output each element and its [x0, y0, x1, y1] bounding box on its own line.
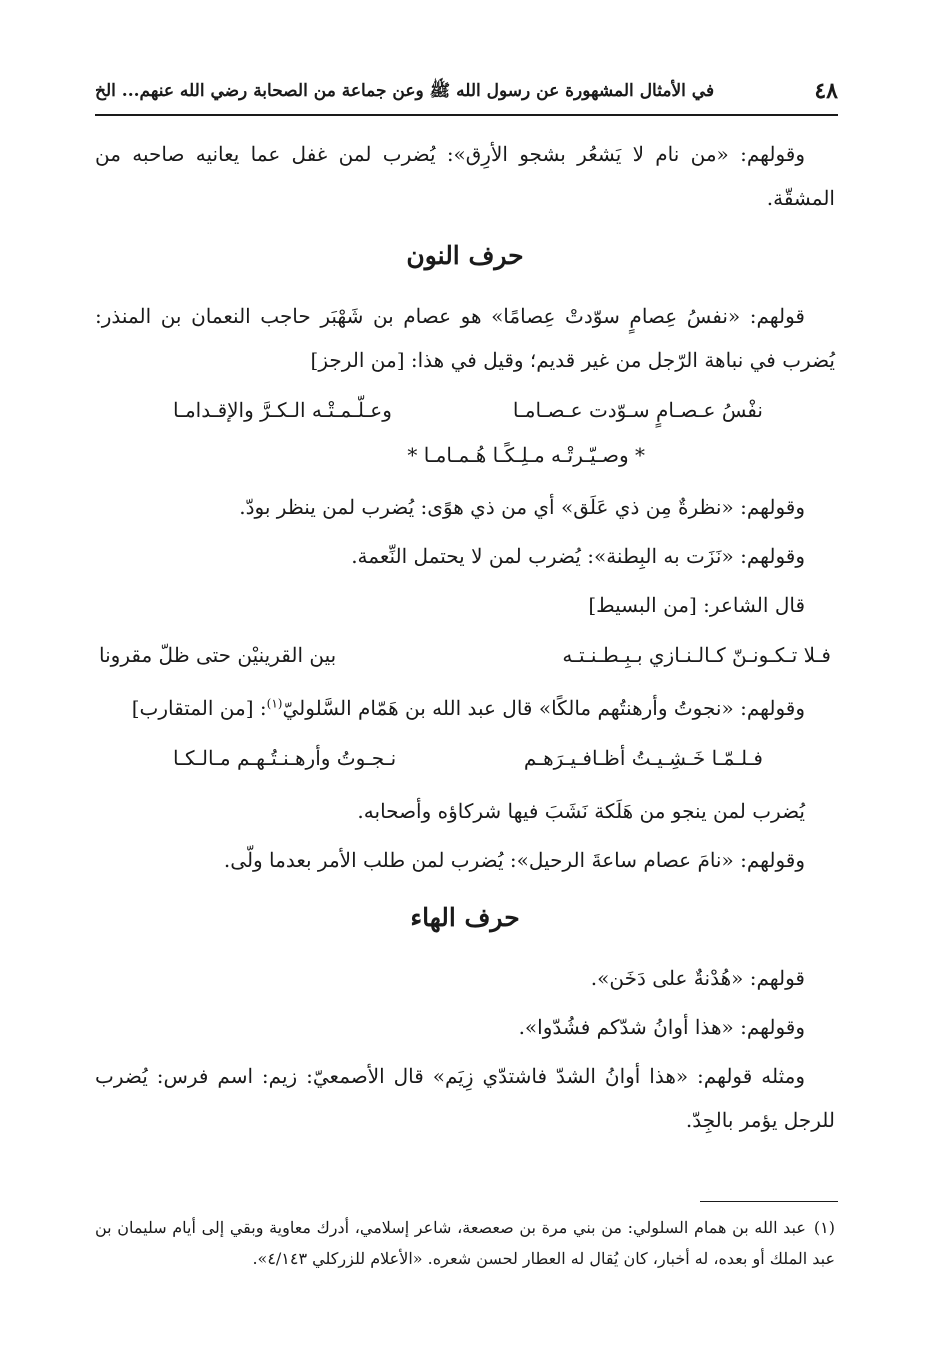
footnotes — [95, 1212, 835, 1274]
paragraph-nun-5-text: وقولهم: «نجوتُ وأرهنتُهم مالكًا» قال عبد الله بن هَمّام السَّلوليّ — [282, 696, 805, 720]
running-header — [95, 78, 838, 116]
paragraph-intro: وقولهم: «من نام لا يَشعُر بشجو الأرِق»: يُضرب لمن غفل عما يعانيه صاحبه من المشقّة. — [95, 142, 835, 210]
page-number: ٤٨ — [814, 78, 838, 104]
verse-1-first-hemistich: نفْسُ عـصـامٍ سـوّدت عـصـامـا — [512, 398, 763, 422]
verse-1-second-hemistich: وعـلّـمـتْـه الـكـرَّ والإقـدامـا — [173, 398, 392, 422]
paragraph-ha-3: ومثله قولهم: «هذا أوانُ الشدّ فاشتدّي زِيَم» قال الأصمعيّ: زيم: اسم فرس: يُضرب للرجل يؤمر بالجِدّ. — [95, 1064, 835, 1132]
footnote-divider — [700, 1201, 838, 1202]
paragraph-nun-7: وقولهم: «نامَ عصام ساعةَ الرحيل»: يُضرب لمن طلب الأمر بعدما ولّى. — [223, 848, 805, 872]
verse-3 — [95, 735, 835, 781]
footnote-text: عبد الله بن همام السلولي: من بني مرة بن صعصعة، شاعر إسلامي، أدرك معاوية وبقي إلى أيام سليمان بن عبد الملك أو بعده، له أخبار، كان يُقال له العطار لحسن شعره. «الأعلام للزركلي ٤/١٤٣». — [95, 1218, 835, 1268]
verse-1 — [95, 387, 835, 433]
footnote-number: (١) — [813, 1218, 835, 1237]
paragraph-nun-6: يُضرب لمن ينجو من هَلَكة نَشَبَ فيها شركاؤه وأصحابه. — [357, 799, 805, 823]
verse-1-continuation: * وصـيّـرتْـه مـلِـكًـا هُـمـامـا * — [407, 443, 645, 467]
paragraph-nun-5-meter: : [من المتقارب] — [131, 696, 267, 720]
footnote-1 — [95, 1212, 835, 1274]
verse-2-first-hemistich: فـلا تـكـونـنّ كـالـنـازي بـبِـطـنـتـه — [562, 643, 831, 667]
footnote-reference[interactable]: (١) — [266, 696, 283, 711]
paragraph-nun-2: وقولهم: «نظرةٌ مِن ذي عَلَق» أي من ذي هوًى: يُضرب لمن ينظر بودّ. — [239, 495, 805, 519]
verse-2-second-hemistich: بين القرينيْن حتى ظلّ مقرونا — [99, 643, 337, 667]
running-header-title: في الأمثال المشهورة عن رسول الله ﷺ وعن جماعة من الصحابة رضي الله عنهم... الخ — [95, 81, 715, 101]
paragraph-ha-1: قولهم: «هُدْنةٌ على دَخَن». — [590, 966, 805, 990]
main-text — [95, 132, 835, 1142]
paragraph-nun-5 — [95, 686, 835, 730]
paragraph-nun-4: قال الشاعر: [من البسيط] — [588, 593, 805, 617]
verse-3-first-hemistich: فـلـمّـا خَـشِـيـتُ أظـافـيـرَهـم — [523, 746, 763, 770]
verse-2 — [95, 632, 835, 678]
paragraph-nun-1: قولهم: «نفسُ عِصامٍ سوّدتْ عِصامًا» هو عصام بن شَهْبَر حاجب النعمان بن المنذر: يُضرب في نباهة الرّجل من غير قديم؛ وقيل في هذا: [من الرجز] — [95, 304, 835, 372]
verse-3-second-hemistich: نـجـوتُ وأرهـنـتُـهـم مـالـكـا — [173, 746, 397, 770]
paragraph-ha-2: وقولهم: «هذا أوانُ شدّكم فشُدّوا». — [518, 1015, 805, 1039]
paragraph-nun-3: وقولهم: «نَزَت به البِطنة»: يُضرب لمن لا يحتمل النِّعمة. — [351, 544, 805, 568]
section-title-nun: حرف النون — [406, 241, 524, 270]
section-title-ha: حرف الهاء — [410, 903, 520, 932]
